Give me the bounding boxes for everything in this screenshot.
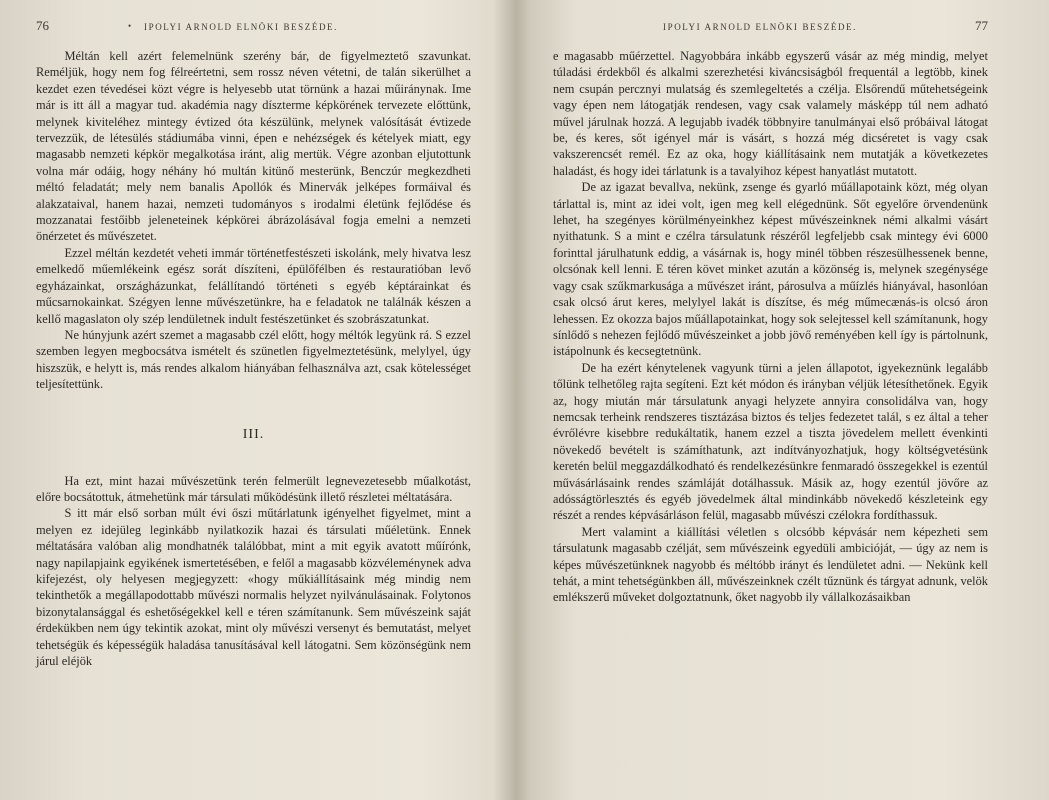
paragraph-continuation: e magasabb műérzettel. Nagyobbára inkább egyszerű vásár az még mindig, melyet túladási érdekből és alkalmi szerezhetési kiváncsiságból frequentál a legtöbb, kinek nem csupán percznyi mulatság és szemlegeltetés a czélja. Elsőrendű műtehetségeink vagy épen nem látogatják rendesen, vagy csak valamely másképp túl nem adható művel járulnak hozzá. A legujabb ivadék többnyire tanulmányai első próbáival látogat be, és keres, sőt igényel már is vásárt, s hozzá még dicséretet is vagy csak vakszerencsét remél. Ez az oka, hogy kiállításaink nem mutatják a következetes haladást, és hogy idei tárlatunk is a tavalyihoz képest hanyatlást mutatott. xyxy=(553,49,988,178)
right-page-header xyxy=(553,20,988,38)
right-page xyxy=(553,20,988,780)
left-page-number: 76 xyxy=(36,18,49,33)
right-running-head: IPOLYI ARNOLD ELNÖKI BESZÉDE. xyxy=(663,22,857,32)
paragraph: De az igazat bevallva, nekünk, zsenge és gyarló műállapotaink közt, még olyan tárlattal is, mint az idei volt, igen meg kell elégednünk. Sőt egyelőre örvendenünk lehet, ha szegényes körülményeinkhez képest művészeinknek némi alkalmi vásárt nyithatunk. S a mint e czélra társulatunk részéről legfeljebb csak mintegy évi 6000 forinttal járulhatunk eddig, a vásárnak is, hogy minél többen részesülhessenek benne, olcsónak kell lenni. E téren követ minket azután a közönség is, melynek szegénysége vagy csak szűkmarkusága a művészet iránt, párosulva a műízlés hiányával, hasonlóan csak olcsó árut keres, melylyel lakát is díszítse, és még műmecænás-is olcsó áron lehessen. Ez okozza bajos műállapotainkat, hogy sok selejtessel kell számítanunk, hogy sínlődő s nehezen fejlődő művészeinket a jobb jövő reményében kell így is pártolnunk, istápolnunk és kecsegtetnünk. xyxy=(553,180,988,359)
left-page-header xyxy=(36,20,471,38)
paragraph: Méltán kell azért felemelnünk szerény bár, de figyelmeztető szavunkat. Reméljük, hogy nem fog félreértetni, sem rossz néven vétetni, de talán sikerülhet a kezdet ezen tévedései közt végre is helyesebb utat törnünk a hazai műiránynak. Ime már is itt áll a magyar tud. akadémia nagy díszterme képkörének tervezete előttünk, melynek kiviteléhez mintegy évtized óta készülünk, melynek valósítását évtizede tervezzük, de létesülés stádiumába vinni, épen e nehézségek és kételyek miatt, egy magasabb nemzeti képkör megalkotása iránt, alig mertük. Végre azonban eljutottunk volna már odáig, hogy néhány hó multán kitünő mesterünk, Benczúr megkezdheti méltó feladatát; mely nem banalis Apollók és Minervák jelképes formáival és alakzataival, hanem hazai, nemzeti tudományos s irodalmi életünk fejlődése és mozzanatai festőibb jeleneteinek képkörei ábrázolásával fogja emelni a nemzeti önérzetet és művészetet. xyxy=(36,49,471,244)
paragraph: Mert valamint a kiállítási véletlen s olcsóbb képvásár nem képezheti sem társulatunk magasabb czélját, sem művészeink egyedüli ambicióját, — úgy az nem is képes művészetünknek nagyobb és méltóbb irányt és lendületet adni. — Nekünk kell tehát, a mint tehetségünkben áll, művészeinknek czélt tűznünk és tárgyat adnunk, velök emlékszerű műveket dolgoztatnunk, őket nagyobb ily vállalkozásaikban xyxy=(553,524,988,605)
right-page-text xyxy=(553,48,988,606)
paragraph: Ha ezt, mint hazai művészetünk terén felmerült legnevezetesebb műalkotást, előre bocsátottuk, átmehetünk már társulati működésünk illető részletei méltatására. xyxy=(36,473,471,504)
paragraph: De ha ezért kénytelenek vagyunk türni a jelen állapotot, igyekeznünk legalább tőlünk telhetőleg rajta segíteni. Ezt két módon és irányban véljük létesíthetőnek. Egyik az, hogy miután már társulatunk anyagi helyzete annyira consolidálva van, hogy nemcsak terheink rendszeres tisztázása biztos és teljes fedezetet talál, s ez által a teher évrőlévre kisebbre redukáltatik, hanem ezzel a tiszta jövedelem mellett évenkinti növekedő bevételt is számíthatunk, azt indítványozhatjuk, hogy költségvetésünk keretén belül meggazdálkodható és rendelkezésünkre fenmaradó összegekkel is ezentúl művásárlásaink rendes számláját dotálhassuk. Másik az, hogy ezentúl jövőre az adósságtörlesztés és egyéb jövedelmek által mindinkább növekedő készleteink egy részét a rendes képvásárláson felül, magasabb művészi czélokra fordíthassuk. xyxy=(553,360,988,523)
section-heading: III. xyxy=(242,426,265,442)
paragraph: Ezzel méltán kezdetét veheti immár történetfestészeti iskolánk, mely hivatva lesz emelkedő műemlékeink egész sorát díszíteni, épülőfélben és restauratióban levő egyházainkat, országházunkat, felállítandó történeti s egyéb képtárainkat és műcsarnokainkat. Szégyen lenne művészetünkre, ha e feladatok ne találnák készen a kellő magaslaton oly szép lendületnek indult festészetünket és szobrászatunkat. xyxy=(36,245,471,326)
paragraph: Ne húnyjunk azért szemet a magasabb czél előtt, hogy méltók legyünk rá. S ezzel szemben legyen megbocsátva ismételt és szünetlen figyelmeztetésünk, melylyel, úgy hiszszük, e helytt is, más rendes alkalom hiányában felhasználva azt, csak kötelességet teljesítettünk. xyxy=(36,327,471,392)
left-running-head: • IPOLYI ARNOLD ELNÖKI BESZÉDE. xyxy=(144,22,338,32)
left-page-text xyxy=(36,48,471,669)
left-page xyxy=(36,20,471,780)
paragraph: S itt már első sorban múlt évi őszi műtárlatunk igényelhet figyelmet, mint a melyen ez idejüleg leginkább nyilatkozik hazai és társulati műéletünk. Ennek méltatására valóban alig mondhatnék találóbbat, mint a mit egyik avatott műírónk, nagy napilapjaink egyikének ismertetésében, e felől a magasabb közvéleménynek adva kifejezést, oly helyesen megjegyzett: «hogy műkiállításaink még mindig nem tekinthetők a megállapodottabb művészi normalis helyzet nyilvánulásainak. Folytonos bizonytalansággal és eshetőségekkel kell e téren számítanunk. Sem művészeink saját érdekükben nem úgy tekintik azokat, mint oly művészi versenyt és bemutatást, melyet tehetségük és képességük haladása tanusításával kell látogatni. Sem közönségünk nem járul eléjök xyxy=(36,506,471,668)
right-page-number: 77 xyxy=(975,18,988,33)
